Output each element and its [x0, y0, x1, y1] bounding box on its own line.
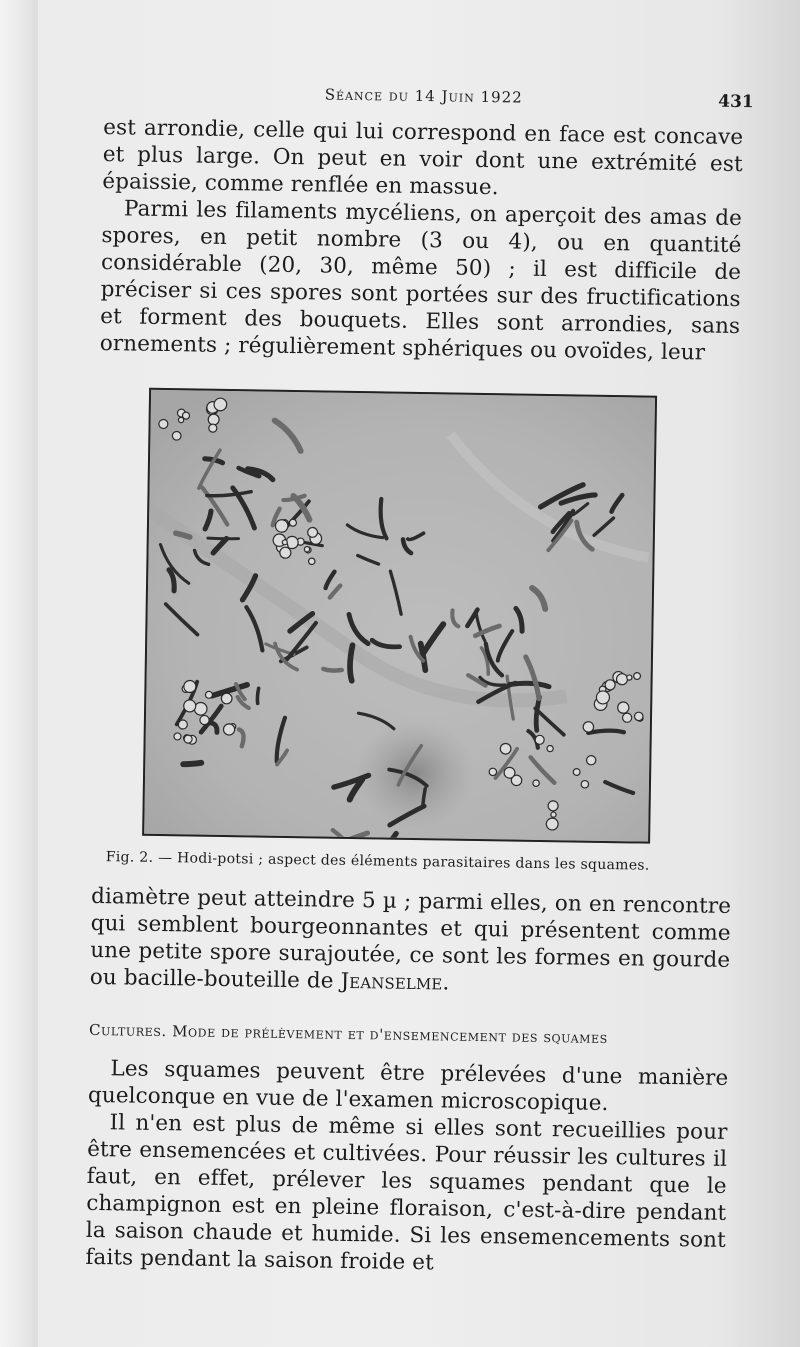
- spore: [551, 812, 556, 817]
- paragraph-2: Parmi les filaments mycéliens, on aperçoit des amas de spores, en petit nombre (3 ou 4), ou en quantité considérable (20, 30, même 50) ; il est difficile de préciser si ces spores sont portées sur des fructifications et forment des bouquets. Elles sont arrondies, sans ornements ; régulièrement sphériques ou ovoïdes, leur: [99, 196, 743, 366]
- spore: [275, 520, 288, 533]
- book-gutter: [0, 0, 38, 1347]
- hypha-filament: [257, 688, 258, 703]
- spore: [282, 540, 287, 545]
- section-heading: Cultures. Mode de prélèvement et d'ensemencement des squames: [88, 1020, 609, 1048]
- spore: [280, 547, 291, 558]
- spore: [548, 801, 558, 811]
- spore: [184, 700, 196, 712]
- paragraph-3: [90, 883, 732, 1001]
- spore: [627, 675, 632, 680]
- hypha-filament: [423, 789, 425, 805]
- hypha-filament: [350, 645, 353, 681]
- paragraph-3-end: .: [442, 970, 450, 996]
- spore: [605, 680, 615, 690]
- spore: [172, 431, 181, 440]
- hypha-filament: [323, 669, 341, 671]
- spore: [289, 519, 296, 526]
- spore: [223, 724, 234, 735]
- spore: [547, 745, 553, 751]
- spore: [535, 735, 544, 744]
- spore: [634, 712, 643, 721]
- spore: [159, 419, 168, 428]
- spore: [622, 713, 631, 722]
- spore: [596, 691, 609, 704]
- spore: [586, 756, 595, 765]
- paragraph-1: est arrondie, celle qui lui correspond en face est concave et plus large. On peut en voir dont une extrémité est épaissie, comme renflée en massue.: [102, 114, 744, 201]
- spore: [205, 691, 212, 698]
- spore: [489, 768, 497, 776]
- spore: [208, 414, 219, 425]
- spore: [634, 673, 641, 680]
- page-number: 431: [718, 91, 754, 113]
- spore: [184, 680, 196, 692]
- spore: [504, 767, 515, 778]
- spore: [308, 527, 318, 537]
- micrograph-figure: [142, 388, 657, 844]
- spore: [533, 780, 539, 786]
- spore: [221, 693, 232, 704]
- spore: [304, 547, 309, 552]
- spore: [616, 674, 627, 685]
- hypha-filament: [183, 763, 201, 765]
- author-name: Jeanselme: [340, 968, 443, 996]
- page-content: [85, 78, 754, 1281]
- paragraph-3-text: diamètre peut atteindre 5 µ ; parmi elles, on en rencontre qui semblent bourgeonnantes et qui présentent comme une petite spore surajoutée, ce sont les formes en gourde ou bacille-bouteille de: [89, 883, 732, 994]
- spore: [194, 702, 207, 715]
- spore: [178, 720, 187, 729]
- spore: [581, 780, 589, 788]
- spore: [178, 417, 183, 422]
- figure-caption: Fig. 2. — Hodi-potsi ; aspect des éléments parasitaires dans les squames.: [105, 849, 650, 874]
- spore: [174, 733, 181, 740]
- spore: [546, 818, 558, 830]
- spore: [500, 743, 511, 754]
- spore: [573, 769, 580, 776]
- running-title: Séance du 14 Juin 1922: [324, 85, 523, 107]
- spore: [583, 722, 594, 733]
- micrograph-image: [144, 390, 655, 842]
- spore: [308, 558, 314, 564]
- spore: [209, 424, 217, 432]
- spore: [618, 702, 629, 713]
- spore: [214, 398, 227, 411]
- spore: [200, 715, 209, 724]
- spore: [184, 735, 192, 743]
- paragraph-4: Les squames peuvent être prélevées d'une manière quelconque en vue de l'examen microscopique.: [87, 1056, 729, 1117]
- paragraph-5: Il n'en est plus de même si elles sont recueillies pour être ensemencées et cultivées. Pour réussir les cultures il faut, en effet, prélever les squames pendant que le champignon est en pleine floraison, c'est-à-dire pendant la saison chaude et humide. Si les ensemencements sont faits pendant la saison froide et: [85, 1110, 728, 1276]
